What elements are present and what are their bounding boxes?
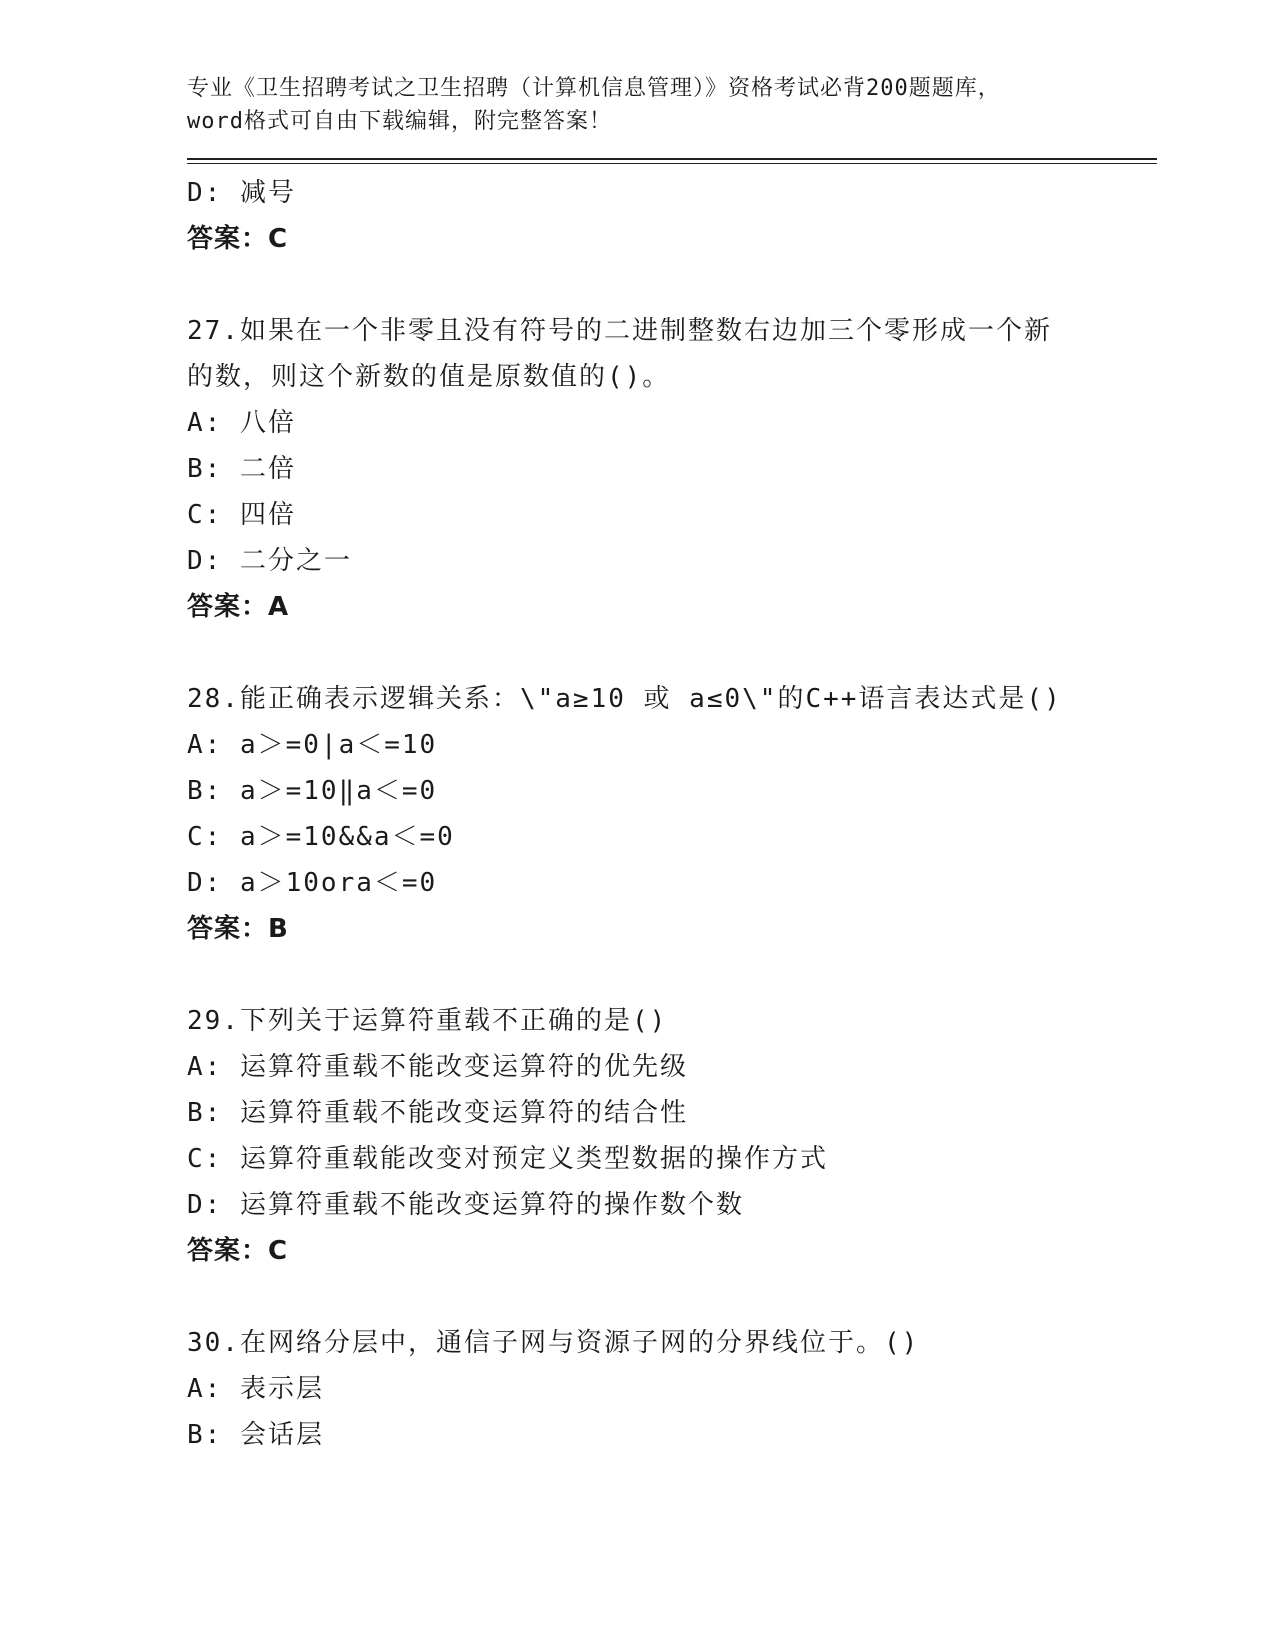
question-28-option-b: B: a＞=10‖a＜=0 bbox=[187, 776, 438, 806]
question-28-option-c: C: a＞=10&&a＜=0 bbox=[187, 822, 455, 852]
question-28-option-a: A: a＞=0|a＜=10 bbox=[187, 730, 438, 760]
question-29-option-a: A: 运算符重载不能改变运算符的优先级 bbox=[187, 1052, 688, 1082]
question-28-stem: 28.能正确表示逻辑关系：\"a≥10 或 a≤0\"的C++语言表达式是() bbox=[187, 684, 1062, 714]
header-divider bbox=[187, 158, 1157, 164]
spacer bbox=[187, 952, 1157, 998]
question-27-stem-1: 27.如果在一个非零且没有符号的二进制整数右边加三个零形成一个新 bbox=[187, 316, 1052, 346]
question-30-stem: 30.在网络分层中，通信子网与资源子网的分界线位于。() bbox=[187, 1328, 920, 1358]
question-29 bbox=[187, 998, 1157, 1274]
question-30-option-a: A: 表示层 bbox=[187, 1374, 324, 1404]
spacer bbox=[187, 630, 1157, 676]
prev-option-d: D: 减号 bbox=[187, 178, 296, 208]
question-29-answer: 答案：C bbox=[187, 1236, 289, 1266]
question-29-stem: 29.下列关于运算符重载不正确的是() bbox=[187, 1006, 668, 1036]
question-27-answer: 答案：A bbox=[187, 592, 290, 622]
document-page bbox=[187, 72, 1157, 1458]
spacer bbox=[187, 1274, 1157, 1320]
question-28-option-d: D: a＞10ora＜=0 bbox=[187, 868, 438, 898]
doc-header-line-2: word格式可自由下载编辑，附完整答案！ bbox=[187, 109, 612, 134]
question-28-answer: 答案：B bbox=[187, 914, 289, 944]
question-27 bbox=[187, 308, 1157, 630]
question-28 bbox=[187, 676, 1157, 952]
question-29-option-c: C: 运算符重载能改变对预定义类型数据的操作方式 bbox=[187, 1144, 828, 1174]
spacer bbox=[187, 262, 1157, 308]
question-27-option-a: A: 八倍 bbox=[187, 408, 296, 438]
question-27-option-b: B: 二倍 bbox=[187, 454, 296, 484]
question-30 bbox=[187, 1320, 1157, 1458]
prev-answer: 答案：C bbox=[187, 224, 289, 254]
question-29-option-d: D: 运算符重载不能改变运算符的操作数个数 bbox=[187, 1190, 744, 1220]
question-27-option-c: C: 四倍 bbox=[187, 500, 296, 530]
question-29-option-b: B: 运算符重载不能改变运算符的结合性 bbox=[187, 1098, 688, 1128]
question-27-option-d: D: 二分之一 bbox=[187, 546, 352, 576]
question-30-option-b: B: 会话层 bbox=[187, 1420, 324, 1450]
question-list bbox=[187, 170, 1157, 1458]
question-27-stem-2: 的数，则这个新数的值是原数值的()。 bbox=[187, 362, 671, 392]
doc-header-line-1: 专业《卫生招聘考试之卫生招聘（计算机信息管理）》资格考试必背200题题库， bbox=[187, 76, 1001, 101]
